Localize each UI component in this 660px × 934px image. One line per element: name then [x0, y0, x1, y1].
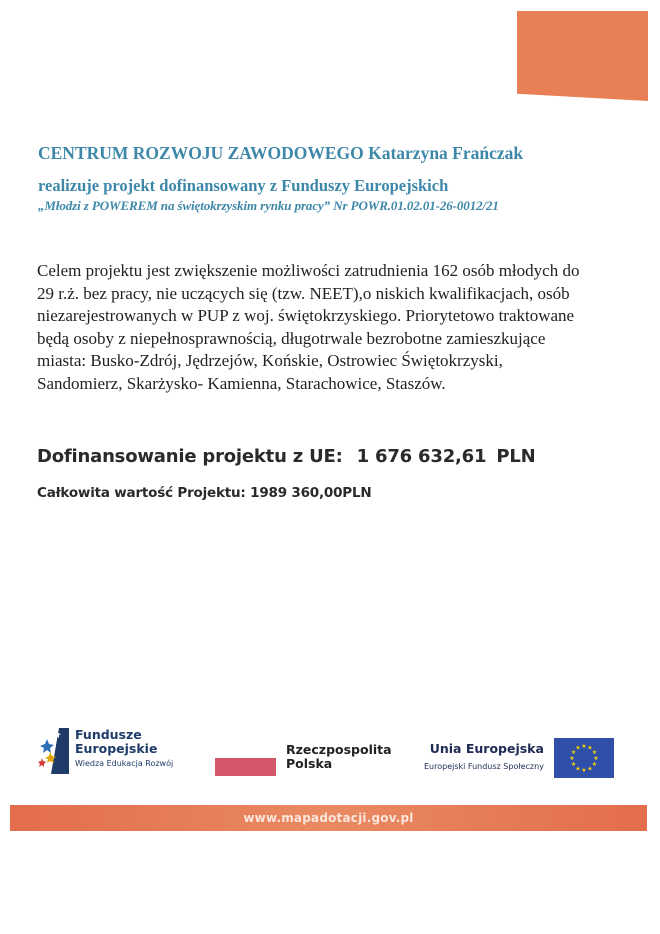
realize-line: realizuje projekt dofinansowany z Funduszy Europejskich — [38, 176, 449, 195]
svg-text:★: ★ — [575, 744, 581, 752]
footer-url[interactable]: www.mapadotacji.gov.pl — [243, 811, 414, 825]
poland-logo-line1: Rzeczpospolita — [286, 742, 392, 757]
description-line: niezarejestrowanych w PUP z woj. świętokrzyskiego. Priorytetowo traktowane — [37, 306, 575, 326]
project-description — [37, 260, 627, 396]
org-person: Katarzyna Frańczak — [368, 143, 524, 163]
poland-logo — [215, 743, 392, 776]
funding-value: 1 676 632,61 — [356, 446, 487, 467]
project-title: „Młodzi z POWEREM na świętokrzyskim rynku pracy” Nr POWR.01.02.01-26-0012/21 — [38, 198, 499, 213]
svg-text:★: ★ — [569, 755, 575, 762]
funds-logo-tagline: Wiedza Edukacja Rozwój — [75, 759, 174, 768]
svg-text:★: ★ — [581, 743, 587, 750]
funds-stars-icon — [37, 728, 69, 774]
svg-text:★: ★ — [575, 765, 581, 773]
funds-logo-line2: Europejskie — [75, 741, 158, 756]
description-line: Sandomierz, Skarżysko- Kamienna, Starachowice, Staszów. — [37, 373, 446, 393]
eu-logo-line1: Unia Europejska — [429, 741, 544, 756]
svg-text:★: ★ — [570, 749, 577, 756]
funding-label: Dofinansowanie projektu z UE: — [37, 446, 343, 467]
eu-flag-icon — [554, 738, 614, 778]
svg-text:★: ★ — [591, 761, 598, 768]
eu-logo-line2: Europejski Fundusz Społeczny — [424, 762, 544, 771]
svg-text:★: ★ — [587, 765, 593, 773]
header — [38, 143, 628, 214]
description-line: miasta: Busko-Zdrój, Jędrzejów, Końskie, Ostrowiec Świętokrzyski, — [37, 351, 503, 371]
funds-logo-line1: Fundusze — [75, 727, 142, 742]
svg-text:★: ★ — [581, 767, 587, 774]
total-value: Całkowita wartość Projektu: 1989 360,00PLN — [37, 485, 372, 501]
org-name: CENTRUM ROZWOJU ZAWODOWEGO — [38, 143, 364, 163]
poland-logo-line2: Polska — [286, 756, 333, 771]
eu-logo — [424, 738, 614, 778]
polish-flag-icon — [215, 743, 276, 776]
svg-text:★: ★ — [570, 761, 577, 768]
organization-name — [38, 143, 628, 164]
svg-text:★: ★ — [593, 755, 599, 762]
description-line: 29 r.ż. bez pracy, nie uczących się (tzw. NEET),o niskich kwalifikacjach, osób — [37, 283, 570, 303]
svg-text:★: ★ — [587, 744, 593, 752]
svg-text:★: ★ — [591, 749, 598, 756]
description-line: Celem projektu jest zwiększenie możliwości zatrudnienia 162 osób młodych do — [37, 261, 580, 280]
corner-decoration — [517, 11, 648, 101]
funding-currency: PLN — [496, 446, 536, 467]
funds-logo — [37, 728, 173, 774]
description-line: będą osoby z niepełnosprawnością, długotrwale bezrobotne zamieszkujące — [37, 328, 546, 348]
footer-bar — [10, 805, 647, 831]
funding-amount — [37, 446, 535, 467]
